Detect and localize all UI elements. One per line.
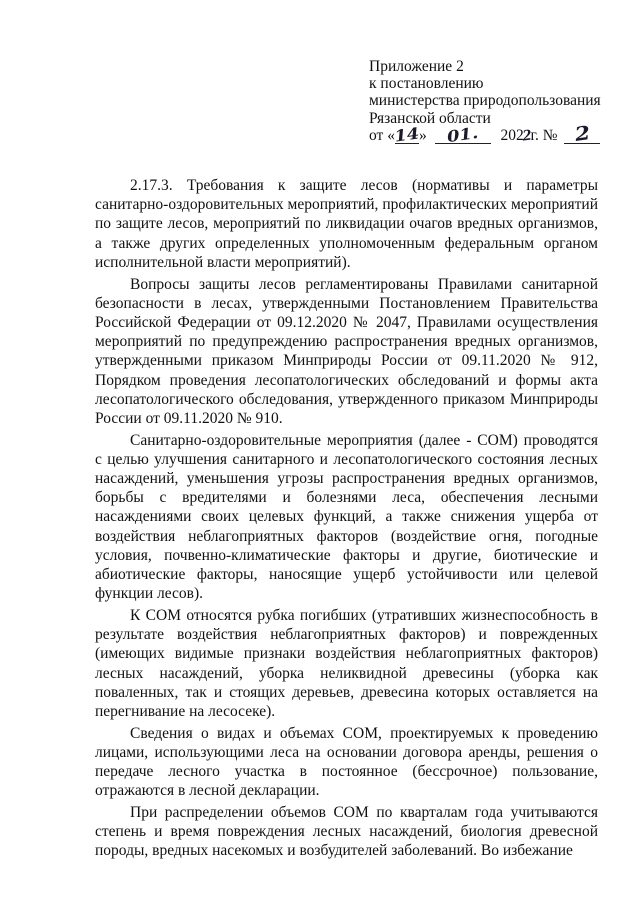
paragraph: Санитарно-оздоровительные мероприятия (далее - СОМ) проводятся с целью улучшения санитарного и лесопатологического состояния лесных насаждений, уменьшения угрозы распространения вредных организмов, борьбы с вредителями и болезнями леса, обеспечения лесными насаждениями своих целевых функций, а также снижения ущерба от воздействия неблагоприятных факторов (воздействие огня, погодные условия, почвенно-климатические факторы и другие, биотические и абиотические факторы, наносящие ущерб устойчивости или целевой функции лесов). (95, 431, 598, 603)
paragraph-section-heading: 2.17.3. Требования к защите лесов (нормативы и параметры санитарно-оздоровительных мероприятий, профилактических мероприятий по защите лесов, мероприятий по ликвидации очагов вредных организмов, а также других определенных уполномоченным федеральным органом исполнительной власти мероприятий). (95, 177, 598, 271)
date-prefix: от « (369, 126, 395, 144)
date-year-digit-handwritten: 2 (520, 126, 533, 145)
date-day-field (393, 123, 421, 146)
document-body (95, 176, 598, 863)
document-number-handwritten: 2 (573, 121, 592, 146)
appendix-header (369, 58, 609, 144)
paragraph: К СОМ относятся рубка погибших (утративших жизнеспособность в результате воздействия неблагоприятных факторов) и поврежденных (имеющих видимые признаки воздействия неблагоприятных факторов) лесных насаждений, уборка неликвидной древесины (уборка как поваленных, так и стоящих деревьев, древесина которых оставляется на перегнивание на лесосеке). (95, 606, 598, 720)
date-month-handwritten: 01. (445, 122, 480, 146)
appendix-date-line (369, 121, 609, 146)
paragraph: Вопросы защиты лесов регламентированы Правилами санитарной безопасности в лесах, утвержденными Постановлением Правительства Российской Федерации от 09.12.2020 № 2047, Правилами осуществления мероприятий по предупреждению распространения вредных организмов, утвержденными приказом Минприроды России от 09.11.2020 № 912, Порядком проведения лесопатологических обследований и формы акта лесопатологического обследования, утвержденного приказом Минприроды России от 09.11.2020 № 910. (95, 275, 598, 427)
document-number-field (564, 121, 600, 146)
date-day-handwritten: 14 (393, 123, 421, 146)
appendix-ministry-line: министерства природопользования (369, 92, 601, 110)
appendix-region-line: Рязанской области (369, 109, 491, 127)
paragraph: При распределении объемов СОМ по кварталам года учитываются степень и время повреждения лесных насаждений, биология древесной породы, вредных насекомых и возбудителей заболеваний. Во избежание (95, 804, 598, 860)
date-month-field (435, 122, 491, 146)
date-year-prefix: 202 (500, 126, 524, 144)
paragraph: Сведения о видах и объемах СОМ, проектируемых к проведению лицами, использующими леса на основании договора аренды, решения о передаче лесного участка в постоянное (бессрочное) пользование, отражаются в лесной декларации. (95, 724, 598, 800)
appendix-ref-line: к постановлению (369, 75, 484, 93)
date-year-suffix: г. № (530, 126, 558, 144)
date-day-close: » (418, 126, 427, 144)
appendix-title: Приложение 2 (369, 58, 464, 75)
